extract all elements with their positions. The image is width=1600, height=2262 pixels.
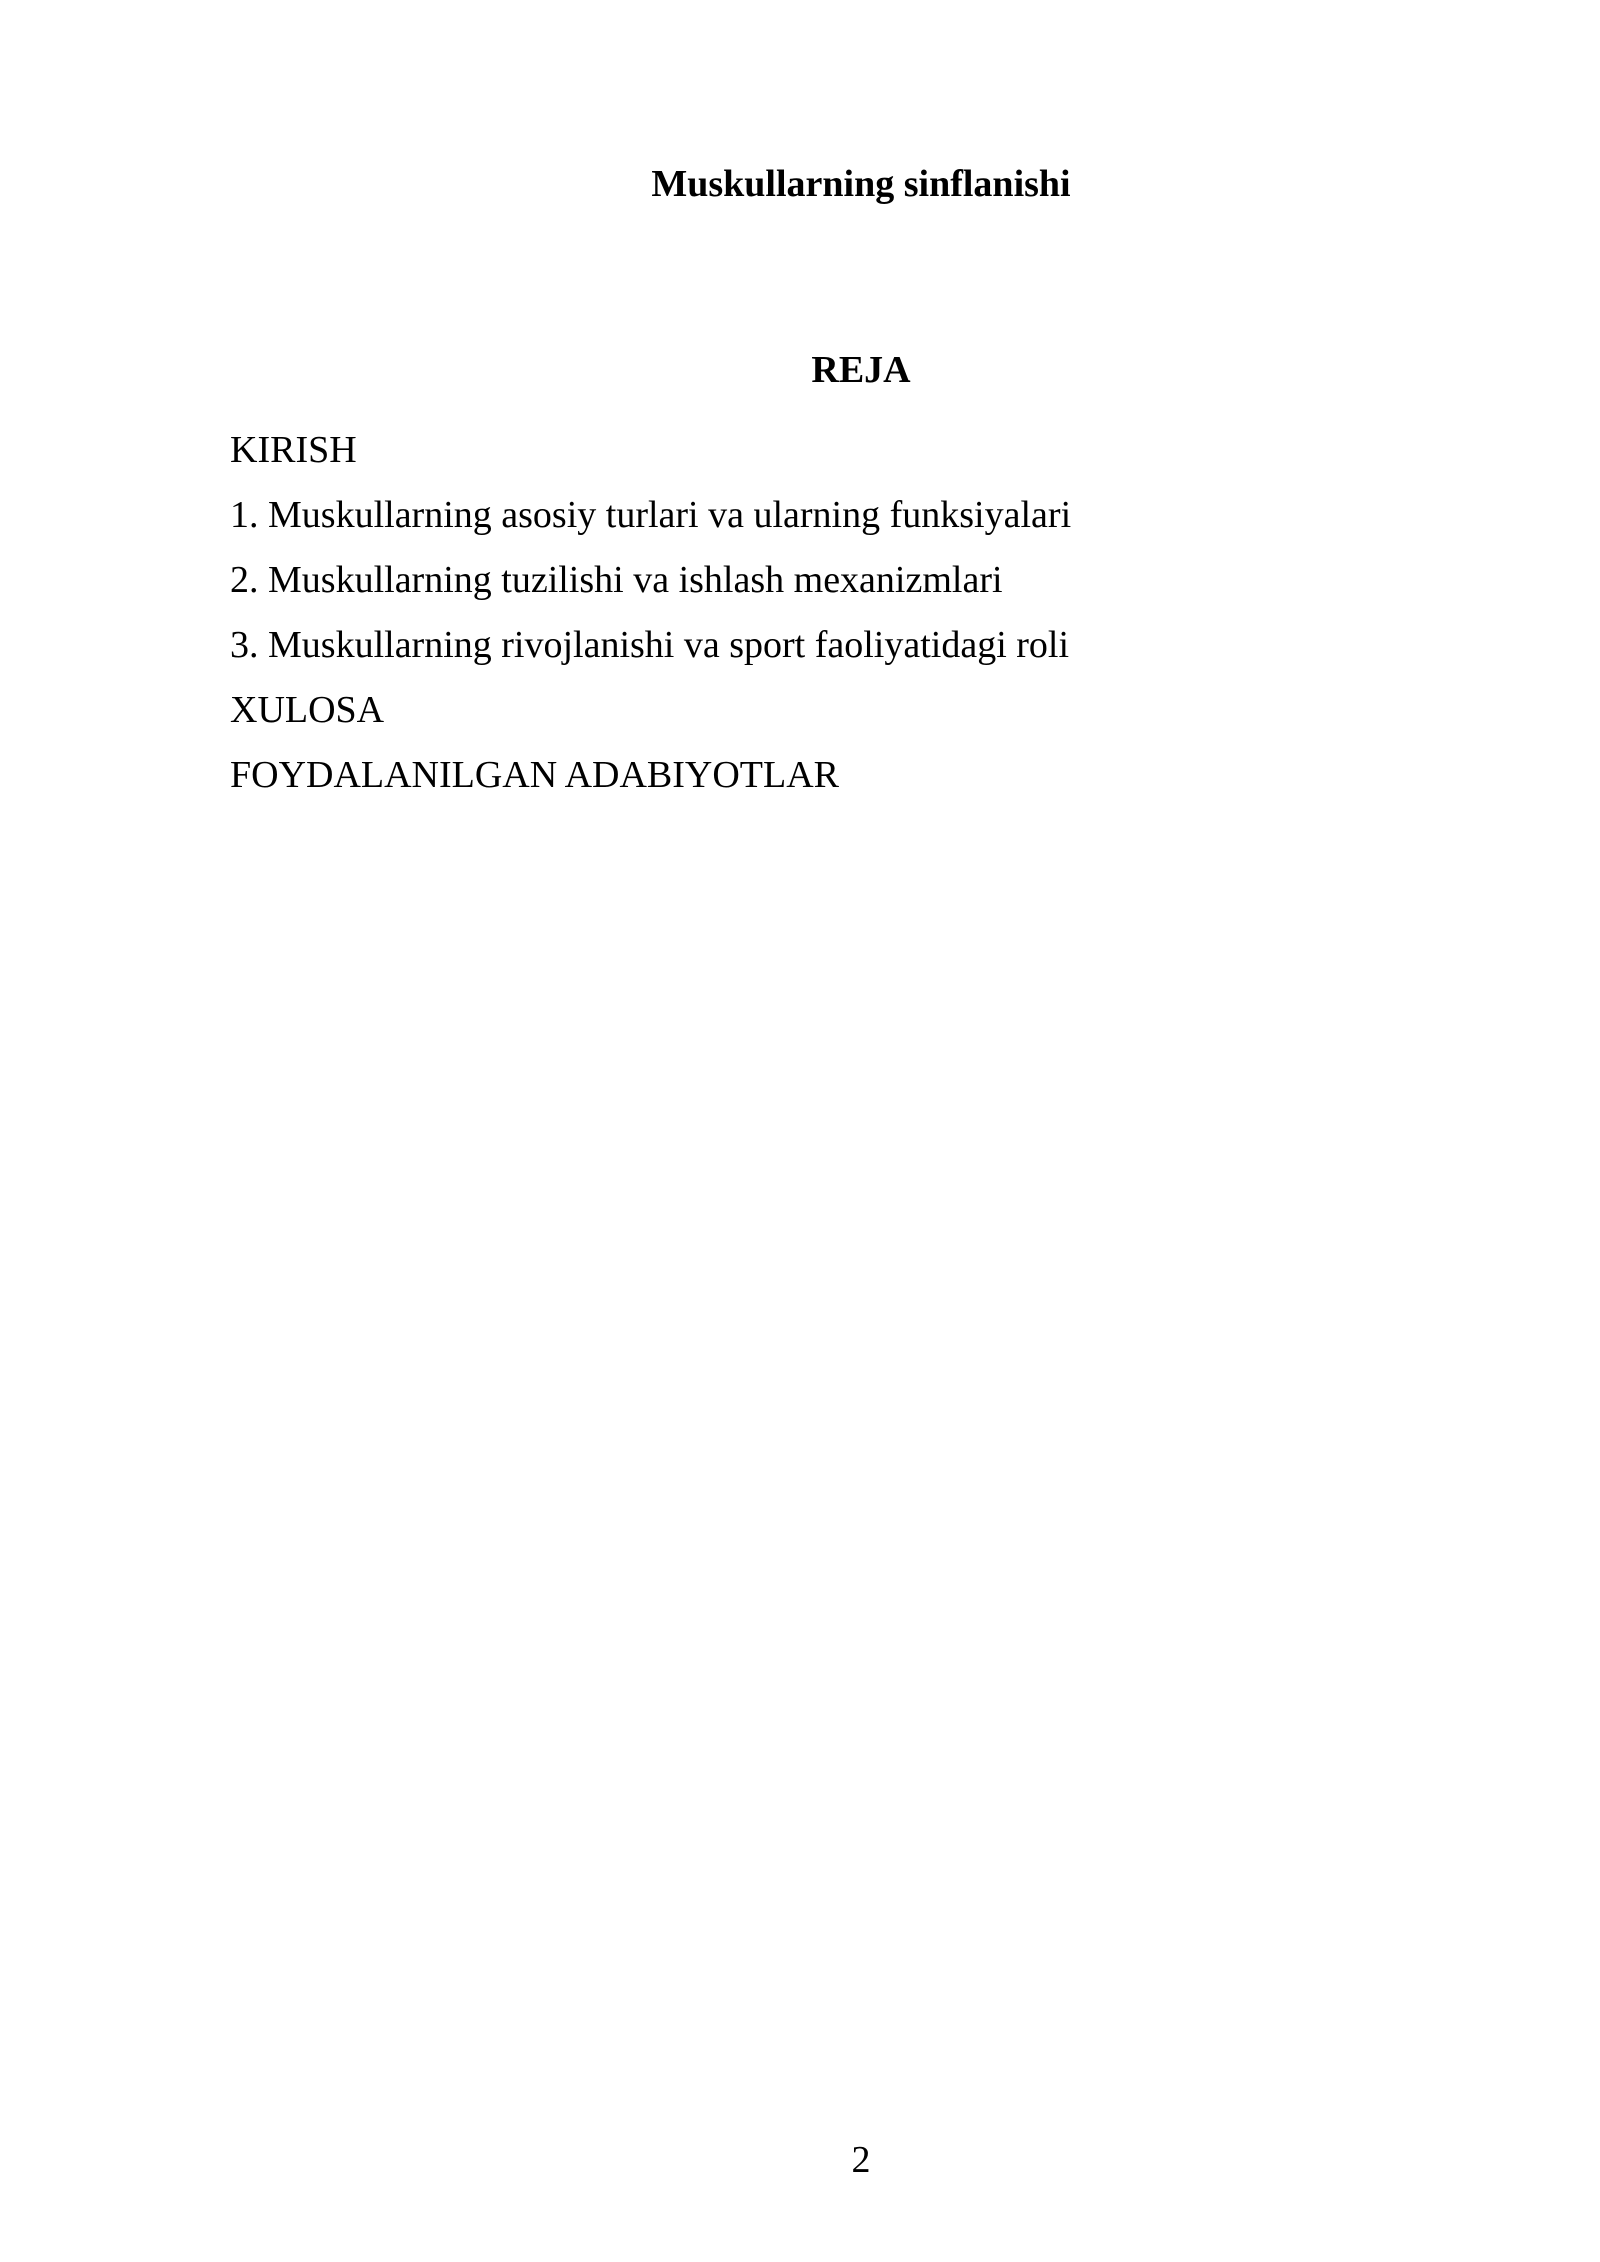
plan-item-2: 2. Muskullarning tuzilishi va ishlash mexanizmlari (230, 559, 1003, 601)
plan-item-introduction: KIRISH (230, 429, 357, 471)
plan-heading: REJA (811, 349, 911, 391)
plan-item-conclusion: XULOSA (230, 689, 385, 731)
page-number: 2 (851, 2139, 871, 2181)
document-title: Muskullarning sinflanishi (651, 163, 1071, 205)
plan-item-3: 3. Muskullarning rivojlanishi va sport faoliyatidagi roli (230, 624, 1070, 666)
plan-item-1: 1. Muskullarning asosiy turlari va ularning funksiyalari (230, 494, 1072, 536)
plan-item-references: FOYDALANILGAN ADABIYOTLAR (230, 754, 840, 796)
plan-list (230, 418, 1330, 808)
